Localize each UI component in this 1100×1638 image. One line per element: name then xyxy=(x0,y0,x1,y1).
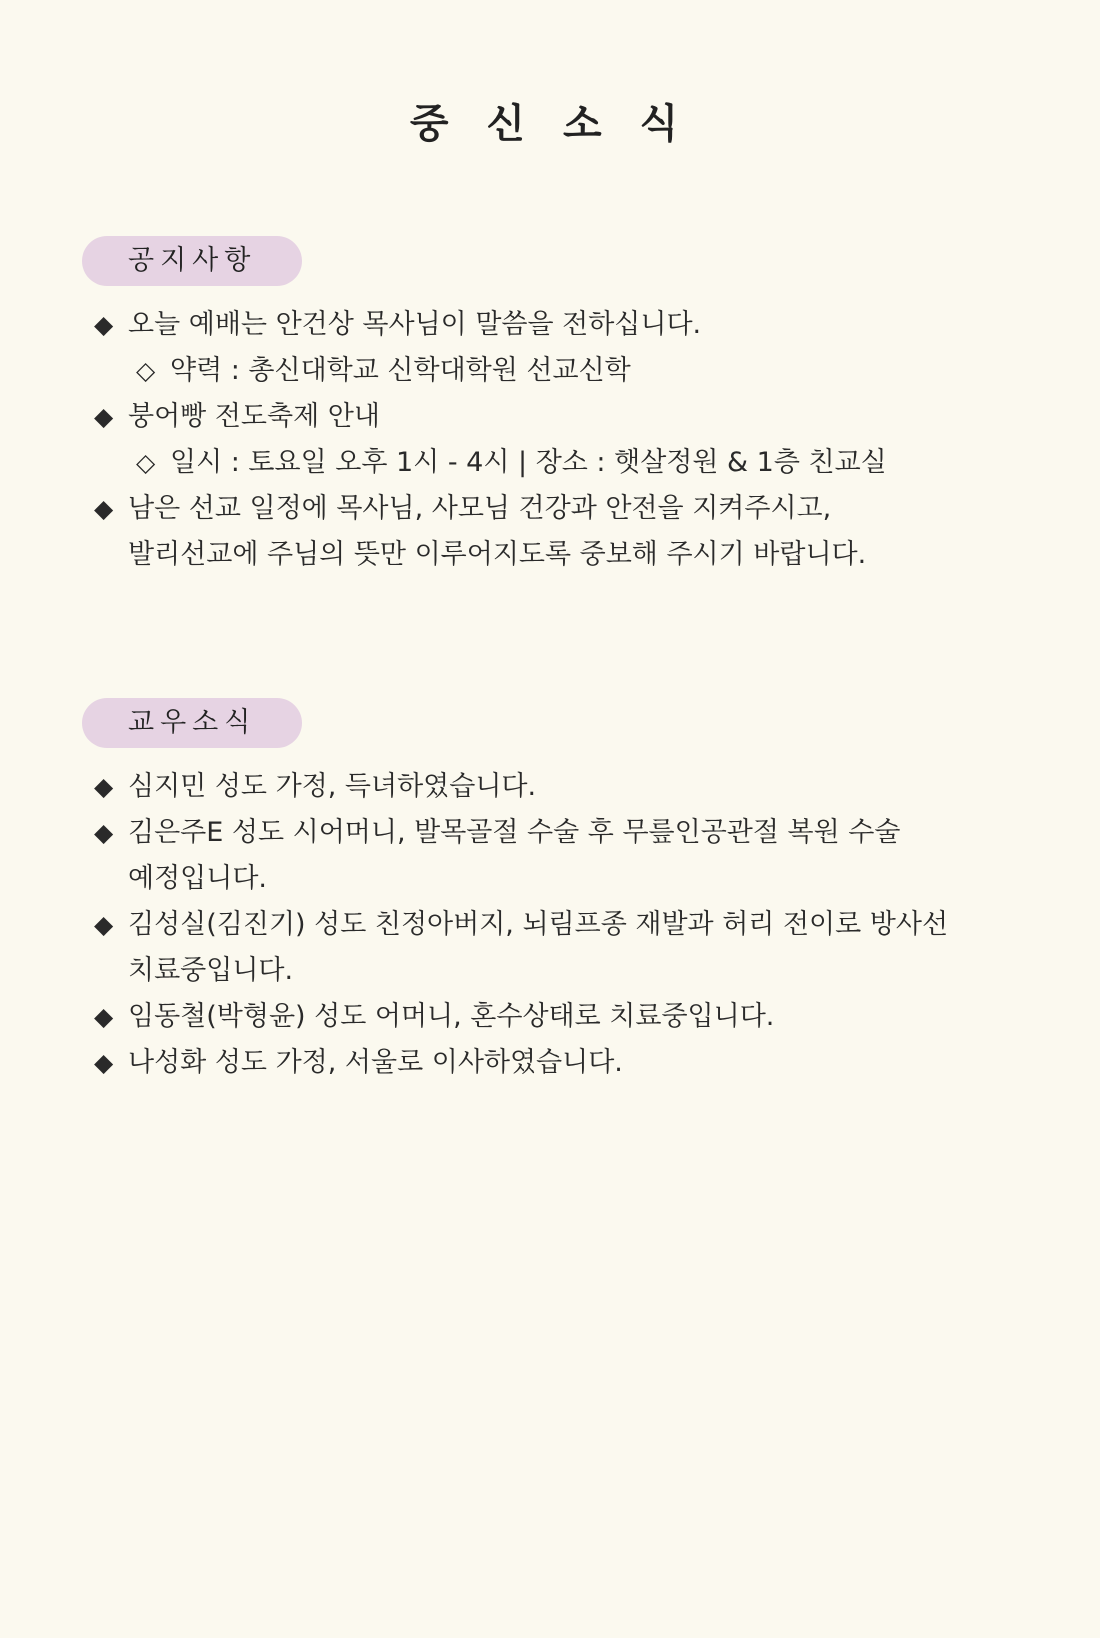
members-news-section-header: 교우소식 xyxy=(82,698,302,748)
notice-section xyxy=(82,236,982,578)
members-news-item-text: 나성화 성도 가정, 서울로 이사하였습니다. xyxy=(128,1047,623,1078)
notice-subitem xyxy=(82,348,982,394)
notice-item-text: 남은 선교 일정에 목사님, 사모님 건강과 안전을 지켜주시고, xyxy=(128,493,832,524)
diamond-filled-icon: ◆ xyxy=(94,402,114,431)
notice-subitem xyxy=(82,440,982,486)
diamond-filled-icon: ◆ xyxy=(94,910,114,939)
notice-subitem-text: 일시 : 토요일 오후 1시 - 4시 | 장소 : 햇살정원 & 1층 친교실 xyxy=(170,447,887,478)
members-news-item xyxy=(82,902,982,994)
members-news-item-text-continued: 치료중입니다. xyxy=(128,955,294,986)
notice-item-text: 오늘 예배는 안건상 목사님이 말씀을 전하십니다. xyxy=(128,309,702,340)
diamond-outline-icon: ◇ xyxy=(136,448,156,477)
notice-item-text-continued: 발리선교에 주님의 뜻만 이루어지도록 중보해 주시기 바랍니다. xyxy=(128,539,867,570)
page-title: 중 신 소 식 xyxy=(409,101,691,147)
members-news-item-text: 김성실(김진기) 성도 친정아버지, 뇌림프종 재발과 허리 전이로 방사선 xyxy=(128,909,949,940)
members-news-item-text-continued: 예정입니다. xyxy=(128,863,267,894)
notice-item-text: 붕어빵 전도축제 안내 xyxy=(128,401,380,432)
members-news-item-text: 김은주E 성도 시어머니, 발목골절 수술 후 무릎인공관절 복원 수술 xyxy=(128,817,901,848)
members-news-section xyxy=(82,698,982,1086)
notice-subitem-text: 약력 : 총신대학교 신학대학원 선교신학 xyxy=(170,355,631,386)
notice-item xyxy=(82,486,982,578)
notice-item xyxy=(82,394,982,440)
notice-item xyxy=(82,302,982,348)
diamond-filled-icon: ◆ xyxy=(94,818,114,847)
notice-list xyxy=(82,302,982,578)
members-news-item-text: 심지민 성도 가정, 득녀하였습니다. xyxy=(128,771,537,802)
members-news-item xyxy=(82,764,982,810)
members-news-list xyxy=(82,764,982,1086)
notice-section-header: 공지사항 xyxy=(82,236,302,286)
diamond-filled-icon: ◆ xyxy=(94,772,114,801)
diamond-filled-icon: ◆ xyxy=(94,1002,114,1031)
members-news-item-text: 임동철(박형윤) 성도 어머니, 혼수상태로 치료중입니다. xyxy=(128,1001,775,1032)
diamond-filled-icon: ◆ xyxy=(94,1048,114,1077)
members-news-item xyxy=(82,994,982,1040)
members-news-item xyxy=(82,1040,982,1086)
diamond-filled-icon: ◆ xyxy=(94,494,114,523)
members-news-item xyxy=(82,810,982,902)
diamond-outline-icon: ◇ xyxy=(136,356,156,385)
diamond-filled-icon: ◆ xyxy=(94,310,114,339)
